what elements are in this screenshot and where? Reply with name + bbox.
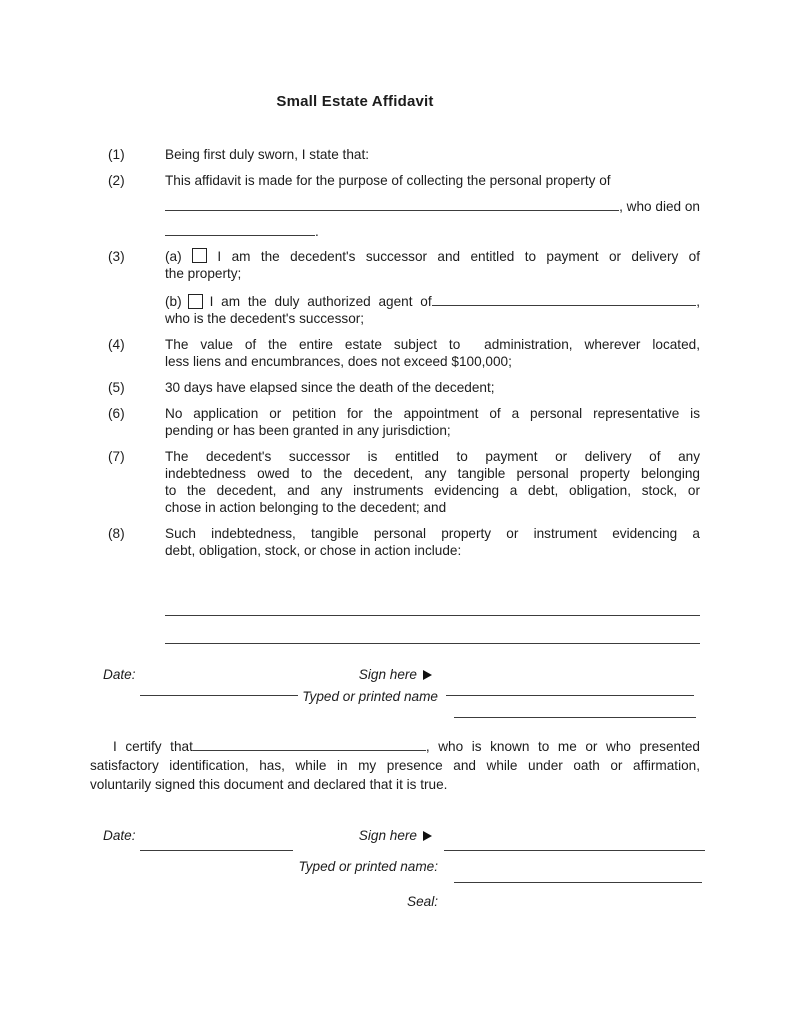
- affidavit-item-6: [108, 405, 700, 439]
- item-text: 30 days have elapsed since the death of the decedent;: [165, 380, 495, 395]
- sign-here-label: Sign here: [90, 827, 432, 844]
- sign-here-label: Sign here: [90, 666, 432, 683]
- item-text: debt, obligation, stock, or chose in action include:: [165, 543, 462, 558]
- property-description-line-2[interactable]: [165, 616, 700, 644]
- affidavit-item-8: [108, 525, 700, 559]
- affidavit-item-2: [108, 172, 700, 239]
- death-date-row: [165, 214, 700, 239]
- item-text: ,: [696, 294, 700, 309]
- item-number: (7): [108, 449, 125, 464]
- decedent-name-blank[interactable]: [165, 189, 619, 211]
- affidavit-item-1: [108, 146, 700, 163]
- item-number: (1): [108, 147, 125, 162]
- sign-here-arrow-icon: [423, 831, 432, 841]
- affiant-signature-block: [90, 666, 720, 728]
- item-number: (5): [108, 380, 125, 395]
- date-label: Date:: [103, 828, 136, 843]
- affidavit-item-5: [108, 379, 700, 396]
- notary-certification: [90, 736, 700, 794]
- item-number: (6): [108, 406, 125, 421]
- item-text: Being first duly sworn, I state that:: [165, 147, 369, 162]
- affiant-typed-name-line[interactable]: [454, 717, 696, 718]
- certified-name-blank[interactable]: [193, 736, 426, 751]
- notary-date-line[interactable]: [140, 850, 293, 851]
- typed-name-label: Typed or printed name: [302, 689, 438, 704]
- sub-item-label: (b): [165, 294, 182, 309]
- item-number: (3): [108, 249, 125, 264]
- item-text: who is the decedent's successor;: [165, 311, 365, 326]
- notary-typed-name-line[interactable]: [454, 882, 702, 883]
- item-number: (4): [108, 337, 125, 352]
- item-3b: [165, 291, 700, 327]
- item-text: I am the duly authorized agent of: [209, 294, 432, 309]
- item-text: chose in action belonging to the decedent; and: [165, 500, 447, 515]
- certification-text: , who is known to me or who presented: [425, 739, 700, 754]
- certification-text: I certify that: [113, 739, 193, 754]
- document-title: Small Estate Affidavit: [276, 93, 434, 110]
- agent-of-blank[interactable]: [432, 291, 697, 306]
- affidavit-item-3: [108, 248, 700, 327]
- item-text: No application or petition for the appointment of a personal representative is: [165, 406, 700, 421]
- item-text: The value of the entire estate subject to administration, wherever located,: [165, 337, 700, 352]
- notary-signature-block: [90, 823, 730, 918]
- item-text: indebtedness owed to the decedent, any tangible personal property belonging: [165, 466, 700, 481]
- affidavit-item-7: [108, 448, 700, 516]
- agent-checkbox[interactable]: [188, 294, 203, 309]
- item-text: The decedent's successor is entitled to payment or delivery of any: [165, 449, 700, 464]
- item-text: .: [315, 224, 319, 239]
- decedent-name-row: [165, 189, 700, 214]
- item-text: less liens and encumbrances, does not exceed $100,000;: [165, 354, 512, 369]
- item-3a: [165, 248, 700, 282]
- item-text: , who died on: [619, 199, 700, 214]
- item-text: the property;: [165, 266, 242, 281]
- seal-label: Seal:: [407, 894, 438, 909]
- certification-text: satisfactory identification, has, while in my presence and while under oath or affirmation,: [90, 758, 700, 773]
- typed-name-label: Typed or printed name:: [298, 859, 438, 874]
- sign-here-arrow-icon: [423, 670, 432, 680]
- item-text: to the decedent, and any instruments evidencing a debt, obligation, stock, or: [165, 483, 700, 498]
- item-number: (8): [108, 526, 125, 541]
- death-date-blank[interactable]: [165, 214, 315, 236]
- successor-checkbox[interactable]: [192, 248, 207, 263]
- affidavit-statements: [108, 146, 700, 644]
- item-text: pending or has been granted in any jurisdiction;: [165, 423, 451, 438]
- affidavit-item-4: [108, 336, 700, 370]
- item-number: (2): [108, 173, 125, 188]
- date-label: Date:: [103, 667, 136, 682]
- notary-signature-line[interactable]: [444, 850, 705, 851]
- item-text: This affidavit is made for the purpose of collecting the personal property of: [165, 173, 611, 188]
- sub-item-label: (a): [165, 249, 182, 264]
- item-text: I am the decedent's successor and entitled to payment or delivery of: [217, 249, 700, 264]
- property-description-line-1[interactable]: [165, 588, 700, 616]
- affiant-signature-line[interactable]: [446, 695, 694, 696]
- certification-text: voluntarily signed this document and declared that it is true.: [90, 777, 448, 792]
- item-text: Such indebtedness, tangible personal property or instrument evidencing a: [165, 526, 700, 541]
